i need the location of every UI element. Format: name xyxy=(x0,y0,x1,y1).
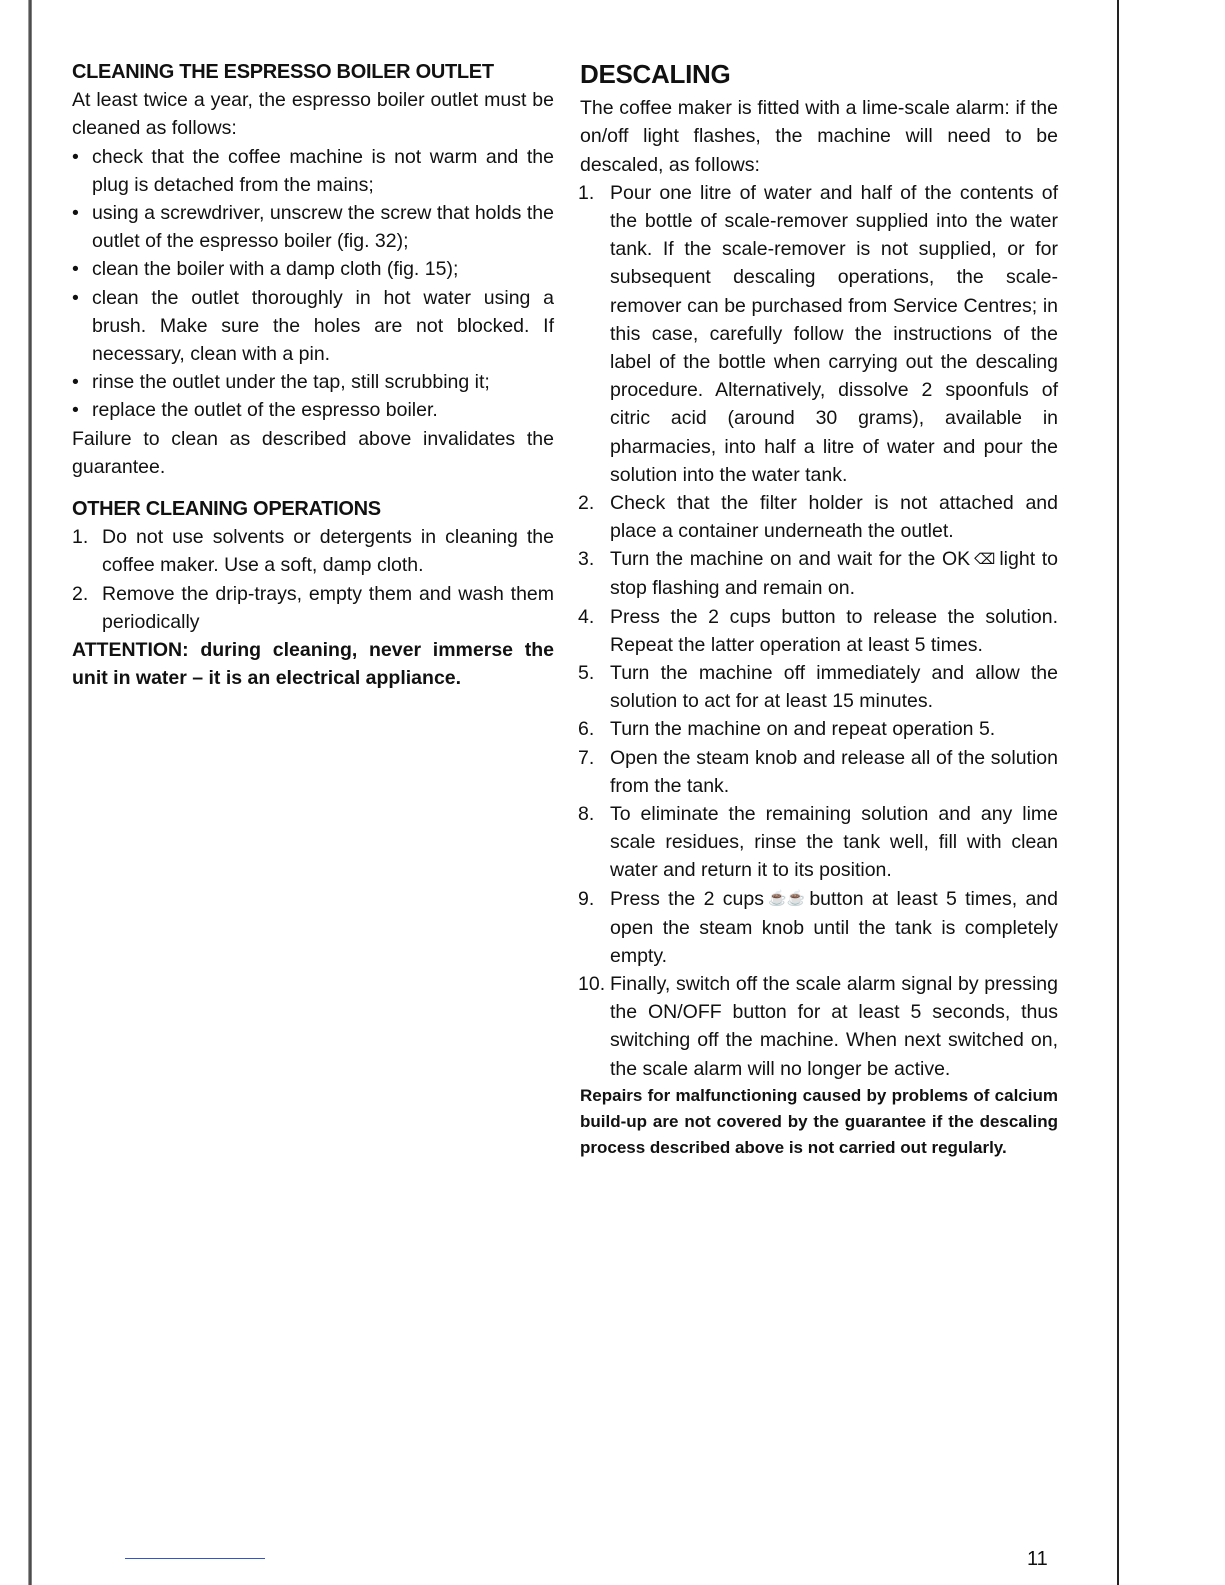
section-title-boiler-outlet: CLEANING THE ESPRESSO BOILER OUTLET xyxy=(72,61,494,83)
list-item xyxy=(580,545,1058,602)
step-text: Turn the machine on and repeat operation 5. xyxy=(610,718,996,741)
step-number: 7. xyxy=(578,746,595,769)
attention-warning: ATTENTION: during cleaning, never immerse the unit in water – it is an electrical appliance. xyxy=(72,639,554,690)
two-cups-icon: ☕☕ xyxy=(767,890,806,908)
other-cleaning-list xyxy=(72,523,554,636)
list-item xyxy=(580,970,1058,1083)
step-number: 8. xyxy=(578,803,595,826)
list-item: • clean the boiler with a damp cloth (fig. 15); xyxy=(72,255,554,283)
step-text: light to stop flashing and remain on. xyxy=(610,548,1059,600)
warranty-note: Repairs for malfunctioning caused by problems of calcium build-up are not covered by the guarantee if the descaling process described above is not carried out regularly. xyxy=(580,1085,1058,1157)
list-item: • check that the coffee machine is not warm and the plug is detached from the mains; xyxy=(72,143,554,199)
list-item xyxy=(580,885,1058,970)
step-text: Press the 2 cups button to release the solution. Repeat the latter operation at least 5 times. xyxy=(610,605,1058,656)
list-item: • clean the outlet thoroughly in hot water using a brush. Make sure the holes are not blocked. If necessary, clean with a pin. xyxy=(72,284,554,369)
list-item xyxy=(580,659,1058,715)
step-number: 10. xyxy=(578,972,606,995)
step-number: 3. xyxy=(578,548,595,571)
list-item xyxy=(72,523,554,579)
list-item xyxy=(580,489,1058,545)
descaling-steps-list xyxy=(580,179,1058,1083)
step-number: 1. xyxy=(578,181,595,204)
scan-edge-right xyxy=(1117,0,1119,1585)
step-text: button at least 5 times, and open the steam knob until the tank is completely empty. xyxy=(610,887,1058,967)
list-item xyxy=(580,800,1058,885)
list-item xyxy=(580,715,1058,743)
step-text: Turn the machine off immediately and allow the solution to act for at least 15 minutes. xyxy=(610,662,1058,713)
step-number: 6. xyxy=(578,718,595,741)
item-number: 1. xyxy=(72,526,89,549)
list-item: • rinse the outlet under the tap, still scrubbing it; xyxy=(72,368,554,396)
step-text: Turn the machine on and wait for the OK xyxy=(610,548,971,571)
section-title-other-cleaning: OTHER CLEANING OPERATIONS xyxy=(72,498,381,521)
step-number: 4. xyxy=(578,605,595,628)
left-column xyxy=(72,58,554,692)
step-text: Finally, switch off the scale alarm signal by pressing the ON/OFF button for at least 5 seconds, thus switching off the machine. When next switched on, the scale alarm will no longer be active. xyxy=(610,972,1058,1080)
cleaning-steps-list xyxy=(72,143,554,425)
step-text: Pour one litre of water and half of the contents of the bottle of scale-remover supplied into the water tank. If the scale-remover is not supplied, or for subsequent descaling operations, the scale-remover can be purchased from Service Centres; in this case, carefully follow the instructions of the label of the bottle when carrying out the descaling procedure. Alternatively, dissolve 2 spoonfuls of citric acid (around 30 grams), available in pharmacies, into half a litre of water and pour the solution into the water tank. xyxy=(610,181,1058,486)
footer-rule xyxy=(125,1558,265,1559)
item-number: 2. xyxy=(72,582,89,605)
scan-edge-left xyxy=(28,0,32,1585)
step-number: 9. xyxy=(578,887,595,910)
step-text: Open the steam knob and release all of the solution from the tank. xyxy=(610,746,1058,797)
cup-icon: ⌫ xyxy=(974,551,996,569)
section-title-descaling: DESCALING xyxy=(580,59,731,89)
step-number: 2. xyxy=(578,492,595,515)
item-text: Do not use solvents or detergents in cleaning the coffee maker. Use a soft, damp cloth. xyxy=(102,526,554,577)
item-text: Remove the drip-trays, empty them and wash them periodically xyxy=(102,582,554,633)
guarantee-text: Failure to clean as described above invalidates the guarantee. xyxy=(72,427,554,478)
step-text: To eliminate the remaining solution and any lime scale residues, rinse the tank well, fill with clean water and return it to its position. xyxy=(610,803,1058,882)
step-number: 5. xyxy=(578,662,595,684)
step-text: Check that the filter holder is not attached and place a container underneath the outlet. xyxy=(610,492,1058,543)
intro-text: At least twice a year, the espresso boiler outlet must be cleaned as follows: xyxy=(72,89,554,140)
list-item: • using a screwdriver, unscrew the screw that holds the outlet of the espresso boiler (fig. 32); xyxy=(72,199,554,255)
intro-text: The coffee maker is fitted with a lime-scale alarm: if the on/off light flashes, the machine will need to be descaled, as follows: xyxy=(580,97,1058,176)
list-item: • replace the outlet of the espresso boiler. xyxy=(72,396,554,424)
right-column xyxy=(580,60,1058,1161)
page-number: 11 xyxy=(1027,1548,1048,1570)
list-item xyxy=(580,179,1058,489)
step-text: Press the 2 cups xyxy=(610,887,764,910)
list-item xyxy=(72,580,554,636)
list-item xyxy=(580,603,1058,659)
list-item xyxy=(580,744,1058,800)
